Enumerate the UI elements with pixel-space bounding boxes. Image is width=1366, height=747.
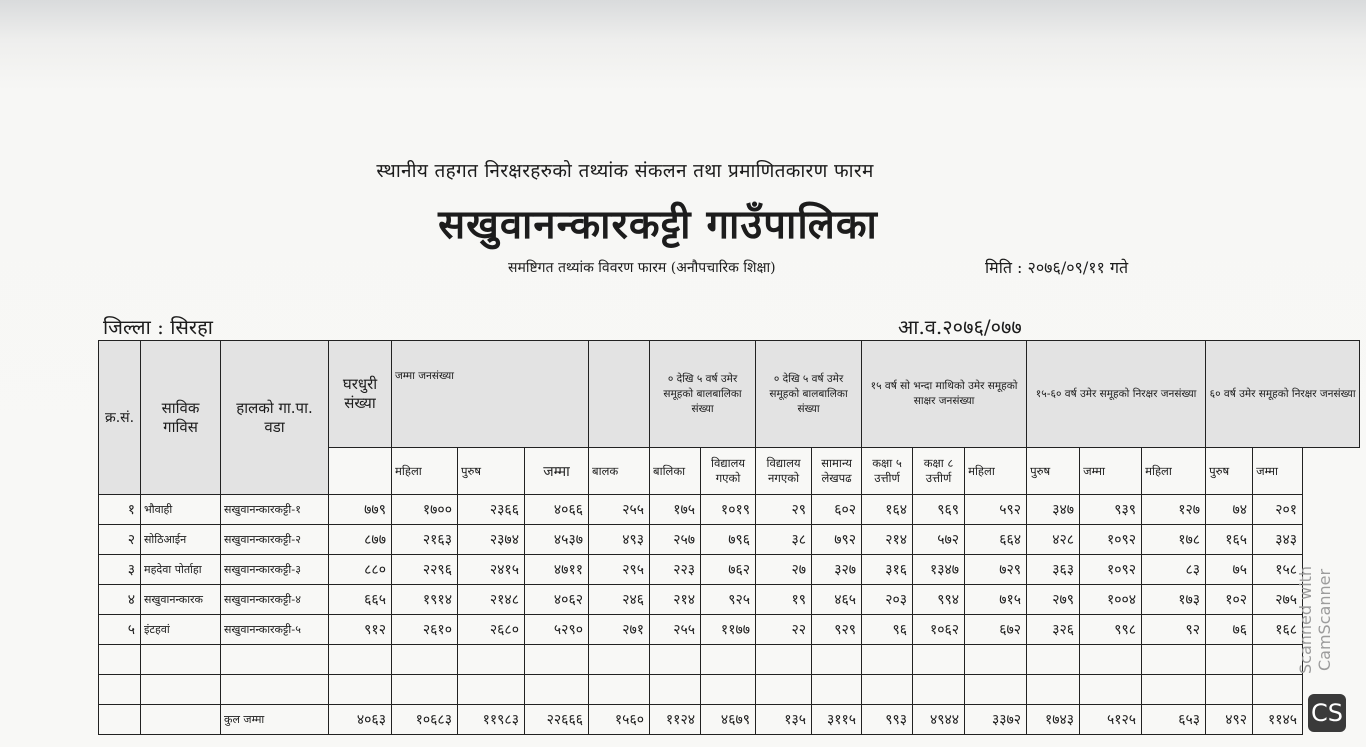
total-basic-literate: ३११५ (812, 705, 862, 735)
form-title: स्थानीय तहगत निरक्षरहरुको तथ्यांक संकलन तथा प्रमाणितकारण फारम (376, 160, 874, 182)
cell-school-not-going: १९ (756, 585, 812, 615)
cell-basic-literate: ३२७ (812, 555, 862, 585)
camscanner-logo-icon: CS (1308, 694, 1346, 732)
form-date: मिति : २०७६/०९/११ गते (985, 258, 1129, 277)
cell-ill-female: ५९२ (965, 495, 1027, 525)
cell-pop-total: ४७११ (525, 555, 589, 585)
cell-old-total: १६८ (1253, 615, 1303, 645)
cell-school-going: ११७७ (701, 615, 756, 645)
col-children-0-5-school: ० देखि ५ वर्ष उमेर समूहको बालबालिका संख्या (756, 341, 862, 448)
cell-grade5: २०३ (862, 585, 913, 615)
total-ill-female: ३३७२ (965, 705, 1027, 735)
total-grade5: ९९३ (862, 705, 913, 735)
cell-ward: सखुवानन्कारकट्टी-५ (221, 615, 329, 645)
cell-grade8: ५७२ (913, 525, 965, 555)
cell-ill-male: ३४७ (1027, 495, 1080, 525)
total-boys: १५६० (589, 705, 650, 735)
total-pop-male: ११९८३ (458, 705, 525, 735)
total-pop-total: २२६६६ (525, 705, 589, 735)
col-pop-female: महिला (392, 448, 458, 495)
total-households: ४०६३ (329, 705, 392, 735)
cell-ill-female: ७१५ (965, 585, 1027, 615)
cell-vdc: महदेवा पोर्ताहा (141, 555, 221, 585)
cell-grade8: ९६९ (913, 495, 965, 525)
cell-pop-female: १७०० (392, 495, 458, 525)
illiteracy-data-table (98, 340, 1360, 735)
col-children-0-5: ० देखि ५ वर्ष उमेर समूहको बालबालिका संख्या (650, 341, 756, 448)
cell-ill-male: ४२८ (1027, 525, 1080, 555)
cell-grade5: १६४ (862, 495, 913, 525)
cell-old-male: १६५ (1206, 525, 1253, 555)
cell-vdc: इंटहवां (141, 615, 221, 645)
cell-sn: ३ (99, 555, 141, 585)
col-boys: बालक (589, 448, 650, 495)
cell-pop-male: २६८० (458, 615, 525, 645)
col-grade5: कक्षा ५ उत्तीर्ण (862, 448, 913, 495)
cell-school-not-going: २९ (756, 495, 812, 525)
cell-ward: सखुवानन्कारकट्टी-३ (221, 555, 329, 585)
total-school-going: ४६७९ (701, 705, 756, 735)
col-total-population: जम्मा जनसंख्या (392, 341, 589, 448)
totals-label: कुल जम्मा (221, 705, 329, 735)
cell-households: ८७७ (329, 525, 392, 555)
cell-ill-female: ७२९ (965, 555, 1027, 585)
cell-school-not-going: ३८ (756, 525, 812, 555)
cell-ill-total: १०९२ (1080, 525, 1142, 555)
cell-boys: २४६ (589, 585, 650, 615)
cell-ill-total: १००४ (1080, 585, 1142, 615)
table-row (99, 555, 1360, 585)
cell-ill-total: ९३९ (1080, 495, 1142, 525)
col-ill-female: महिला (965, 448, 1027, 495)
cell-sn: १ (99, 495, 141, 525)
col-literate-15: १५ वर्ष सो भन्दा माथिको उमेर समूहको साक्षर जनसंख्या (862, 341, 1027, 448)
cell-sn: २ (99, 525, 141, 555)
total-school-not-going: १३५ (756, 705, 812, 735)
district-label: जिल्ला : सिरहा (103, 315, 213, 339)
cell-pop-female: २१६३ (392, 525, 458, 555)
col-school-going: विद्यालय गएको (701, 448, 756, 495)
cell-households: ९१२ (329, 615, 392, 645)
cell-school-going: १०१९ (701, 495, 756, 525)
cell-girls: १७५ (650, 495, 701, 525)
cell-pop-male: २३७४ (458, 525, 525, 555)
empty-row (99, 675, 1360, 705)
cell-pop-total: ४५३७ (525, 525, 589, 555)
totals-row (99, 705, 1360, 735)
cell-girls: २५५ (650, 615, 701, 645)
col-households: घरधुरी संख्या (329, 341, 392, 448)
cell-ward: सखुवानन्कारकट्टी-४ (221, 585, 329, 615)
cell-girls: २१४ (650, 585, 701, 615)
cell-ill-total: १०९२ (1080, 555, 1142, 585)
cell-vdc: सखुवानन्कारक (141, 585, 221, 615)
cell-old-total: २०१ (1253, 495, 1303, 525)
table-row (99, 525, 1360, 555)
col-population-spacer (589, 341, 650, 448)
cell-grade8: १०६२ (913, 615, 965, 645)
cell-pop-male: २४१५ (458, 555, 525, 585)
cell-girls: २५७ (650, 525, 701, 555)
cell-ill-female: ६७२ (965, 615, 1027, 645)
cell-pop-female: २२९६ (392, 555, 458, 585)
col-basic-literate: सामान्य लेखपढ (812, 448, 862, 495)
cell-boys: २९५ (589, 555, 650, 585)
empty-row (99, 645, 1360, 675)
cell-pop-male: २३६६ (458, 495, 525, 525)
cell-grade5: ३१६ (862, 555, 913, 585)
col-current-ward: हालको गा.पा. वडा (221, 341, 329, 495)
cell-ill-male: ३२६ (1027, 615, 1080, 645)
cell-grade5: २१४ (862, 525, 913, 555)
camscanner-watermark: Scanned with CamScanner (1296, 565, 1334, 675)
cell-school-going: ९२५ (701, 585, 756, 615)
cell-grade8: ९९४ (913, 585, 965, 615)
cell-pop-total: ४०६२ (525, 585, 589, 615)
cell-sn: ५ (99, 615, 141, 645)
cell-pop-male: २१४८ (458, 585, 525, 615)
cell-school-not-going: २७ (756, 555, 812, 585)
cell-ill-total: ९९८ (1080, 615, 1142, 645)
col-old-total: जम्मा (1253, 448, 1303, 495)
cell-old-female: ९२ (1142, 615, 1206, 645)
total-girls: ११२४ (650, 705, 701, 735)
cell-vdc: सोठिआईन (141, 525, 221, 555)
cell-grade5: ९६ (862, 615, 913, 645)
col-households-sub (329, 448, 392, 495)
total-ill-total: ५१२५ (1080, 705, 1142, 735)
form-subtitle: समष्टिगत तथ्यांक विवरण फारम (अनौपचारिक शिक्षा) (508, 260, 776, 276)
col-girls: बालिका (650, 448, 701, 495)
col-old-female: महिला (1142, 448, 1206, 495)
table-row (99, 495, 1360, 525)
cell-school-going: ७६२ (701, 555, 756, 585)
cell-pop-female: २६१० (392, 615, 458, 645)
cell-boys: ४९३ (589, 525, 650, 555)
cell-old-male: ७५ (1206, 555, 1253, 585)
cell-ill-male: ३६३ (1027, 555, 1080, 585)
cell-school-not-going: २२ (756, 615, 812, 645)
cell-pop-total: ४०६६ (525, 495, 589, 525)
cell-basic-literate: ४६५ (812, 585, 862, 615)
table-row (99, 585, 1360, 615)
col-former-vdc: साविक गाविस (141, 341, 221, 495)
cell-basic-literate: ६०२ (812, 495, 862, 525)
table-row (99, 615, 1360, 645)
col-grade8: कक्षा ८ उत्तीर्ण (913, 448, 965, 495)
cell-boys: २५५ (589, 495, 650, 525)
col-illiterate-60: ६० वर्ष उमेर समूहको निरक्षर जनसंख्या (1206, 341, 1360, 448)
col-ill-male: पुरुष (1027, 448, 1080, 495)
cell-old-male: ७४ (1206, 495, 1253, 525)
cell-girls: २२३ (650, 555, 701, 585)
cell-households: ६६५ (329, 585, 392, 615)
total-grade8: ४९४४ (913, 705, 965, 735)
col-school-not-going: विद्यालय नगएको (756, 448, 812, 495)
cell-boys: २७१ (589, 615, 650, 645)
cell-basic-literate: ९२९ (812, 615, 862, 645)
cell-households: ७७९ (329, 495, 392, 525)
cell-ward: सखुवानन्कारकट्टी-२ (221, 525, 329, 555)
cell-sn: ४ (99, 585, 141, 615)
cell-vdc: भौवाही (141, 495, 221, 525)
header-row-top (99, 341, 1360, 448)
cell-old-female: १७३ (1142, 585, 1206, 615)
total-old-male: ४९२ (1206, 705, 1253, 735)
cell-ill-female: ६६४ (965, 525, 1027, 555)
cell-old-total: ३४३ (1253, 525, 1303, 555)
cell-old-total: १५८ (1253, 555, 1303, 585)
cell-old-male: ७६ (1206, 615, 1253, 645)
cell-old-total: २७५ (1253, 585, 1303, 615)
total-old-total: ११४५ (1253, 705, 1303, 735)
table-body (99, 495, 1360, 735)
col-illiterate-15-60: १५-६० वर्ष उमेर समूहको निरक्षर जनसंख्या (1027, 341, 1206, 448)
cell-old-female: १२७ (1142, 495, 1206, 525)
cell-school-going: ७९६ (701, 525, 756, 555)
cell-old-female: ८३ (1142, 555, 1206, 585)
cell-old-female: १७८ (1142, 525, 1206, 555)
cell-ill-male: २७९ (1027, 585, 1080, 615)
col-pop-male: पुरुष (458, 448, 525, 495)
col-old-male: पुरुष (1206, 448, 1253, 495)
municipality-title: सखुवानन्कारकट्टी गाउँपालिका (438, 201, 878, 248)
total-old-female: ६५३ (1142, 705, 1206, 735)
total-pop-female: १०६८३ (392, 705, 458, 735)
cell-ward: सखुवानन्कारकट्टी-१ (221, 495, 329, 525)
cell-grade8: १३४७ (913, 555, 965, 585)
cell-households: ८८० (329, 555, 392, 585)
col-sn: क्र.सं. (99, 341, 141, 495)
cell-basic-literate: ७९२ (812, 525, 862, 555)
cell-old-male: १०२ (1206, 585, 1253, 615)
total-ill-male: १७४३ (1027, 705, 1080, 735)
col-ill-total: जम्मा (1080, 448, 1142, 495)
col-pop-total: जम्मा (525, 448, 589, 495)
fiscal-year-label: आ.व.२०७६/०७७ (898, 315, 1022, 339)
cell-pop-female: १९१४ (392, 585, 458, 615)
cell-pop-total: ५२९० (525, 615, 589, 645)
